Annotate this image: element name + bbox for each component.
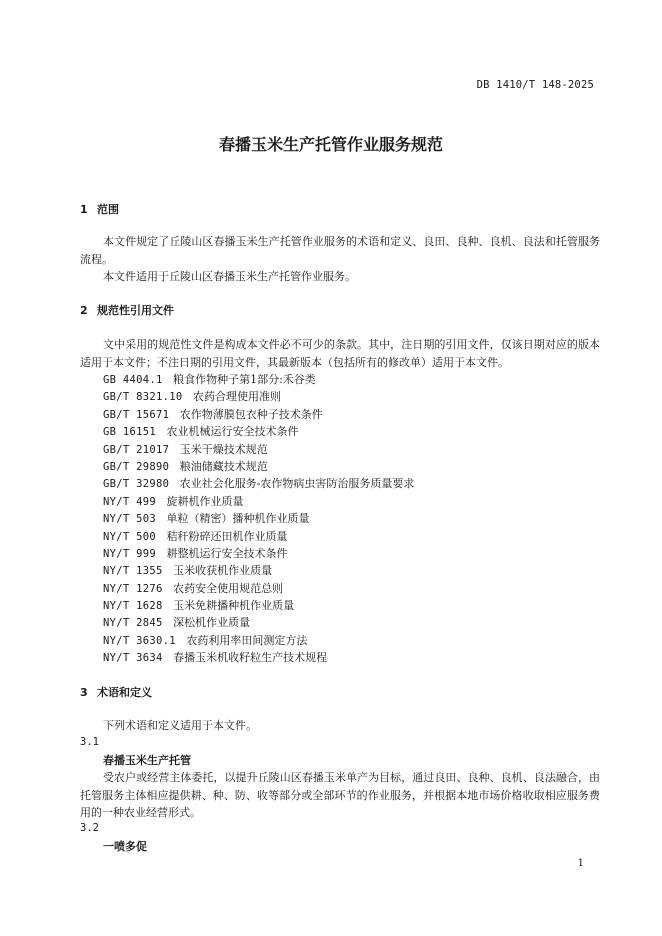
section-2-title: 规范性引用文件: [97, 304, 174, 317]
reference-item: [103, 493, 414, 510]
reference-code: NY/T 3634: [103, 652, 163, 665]
reference-title: 秸秆粉碎还田机作业质量: [166, 529, 288, 543]
reference-item: [103, 580, 414, 597]
reference-title: 农作物薄膜包衣种子技术条件: [179, 407, 323, 421]
reference-title: 农业机械运行安全技术条件: [166, 425, 299, 439]
reference-item: [103, 632, 414, 649]
reference-code: NY/T 503: [103, 513, 156, 526]
reference-item: [103, 371, 414, 388]
reference-item: [103, 423, 414, 440]
section-1-number: 1: [80, 203, 88, 216]
reference-code: GB/T 21017: [103, 443, 170, 456]
reference-item: [103, 458, 414, 475]
reference-code: NY/T 1628: [103, 600, 163, 613]
reference-code: NY/T 499: [103, 495, 156, 508]
reference-code: NY/T 1355: [103, 565, 163, 578]
section-3-heading: [80, 684, 152, 700]
reference-code: GB/T 32980: [103, 478, 170, 491]
term-3-1-number: 3.1: [80, 736, 99, 748]
reference-item: [103, 597, 414, 614]
reference-item: [103, 614, 414, 631]
reference-title: 春播玉米机收籽粒生产技术规程: [173, 651, 328, 665]
reference-list: [103, 371, 414, 667]
reference-title: 旋耕机作业质量: [166, 494, 244, 508]
reference-title: 单粒（精密）播种机作业质量: [166, 512, 310, 526]
scope-paragraph-2: 本文件适用于丘陵山区春播玉米生产托管作业服务。: [103, 270, 356, 283]
reference-item: [103, 649, 414, 666]
reference-item: [103, 388, 414, 405]
reference-title: 玉米干燥技术规范: [179, 442, 268, 456]
reference-title: 农药利用率田间测定方法: [186, 633, 308, 647]
reference-code: GB/T 8321.10: [103, 391, 183, 404]
reference-title: 粮油储藏技术规范: [179, 459, 268, 473]
section-2-number: 2: [80, 304, 88, 317]
reference-code: NY/T 999: [103, 547, 156, 560]
reference-item: [103, 441, 414, 458]
page-number: 1: [577, 858, 584, 869]
reference-title: 粮食作物种子第1部分:禾谷类: [173, 373, 316, 386]
reference-item: [103, 406, 414, 423]
reference-title: 玉米免耕播种机作业质量: [173, 599, 295, 613]
reference-code: GB/T 29890: [103, 460, 170, 473]
reference-title: 农业社会化服务-农作物病虫害防治服务质量要求: [179, 477, 415, 491]
section-2-heading: [80, 302, 174, 318]
reference-item: [103, 545, 414, 562]
standard-code: DB 1410/T 148-2025: [476, 79, 594, 91]
term-3-1-definition: 受农户或经营主体委托，以提升丘陵山区春播玉米单产为目标，通过良田、良种、良机、良法融合，由托管服务主体相应提供耕、种、防、收等部分或全部环节的作业服务，并根据本地市场价格收取相应服务费用的一种农业经营形式。: [80, 771, 600, 819]
reference-code: NY/T 3630.1: [103, 634, 176, 647]
term-3-2-name: 一喷多促: [103, 840, 147, 853]
reference-code: GB 4404.1: [103, 374, 163, 386]
terms-intro: 下列术语和定义适用于本文件。: [103, 719, 257, 732]
section-1-heading: [80, 201, 119, 217]
reference-title: 深松机作业质量: [173, 616, 251, 630]
reference-item: [103, 528, 414, 545]
reference-code: NY/T 500: [103, 530, 156, 543]
section-1-title: 范围: [97, 203, 119, 216]
reference-item: [103, 562, 414, 579]
section-3-number: 3: [80, 686, 88, 699]
reference-title: 农药合理使用准则: [192, 390, 281, 404]
term-3-1-name: 春播玉米生产托管: [103, 754, 191, 767]
normative-intro: 文中采用的规范性文件是构成本文件必不可少的条款。其中，注日期的引用文件，仅该日期对应的版本适用于本文件；不注日期的引用文件，其最新版本（包括所有的修改单）适用于本文件。: [80, 338, 600, 369]
document-title: 春播玉米生产托管作业服务规范: [218, 135, 443, 154]
reference-title: 耕整机运行安全技术条件: [166, 546, 288, 560]
reference-title: 农药安全使用规范总则: [173, 581, 284, 595]
reference-item: [103, 510, 414, 527]
reference-code: NY/T 2845: [103, 617, 163, 630]
scope-paragraph-1: 本文件规定了丘陵山区春播玉米生产托管作业服务的术语和定义、良田、良种、良机、良法和托管服务流程。: [80, 235, 600, 266]
reference-code: NY/T 1276: [103, 582, 163, 595]
reference-code: GB 16151: [103, 426, 156, 439]
section-3-title: 术语和定义: [97, 686, 152, 699]
reference-code: GB/T 15671: [103, 408, 170, 421]
term-3-2-number: 3.2: [80, 822, 99, 834]
reference-title: 玉米收获机作业质量: [173, 564, 273, 578]
reference-item: [103, 475, 414, 492]
